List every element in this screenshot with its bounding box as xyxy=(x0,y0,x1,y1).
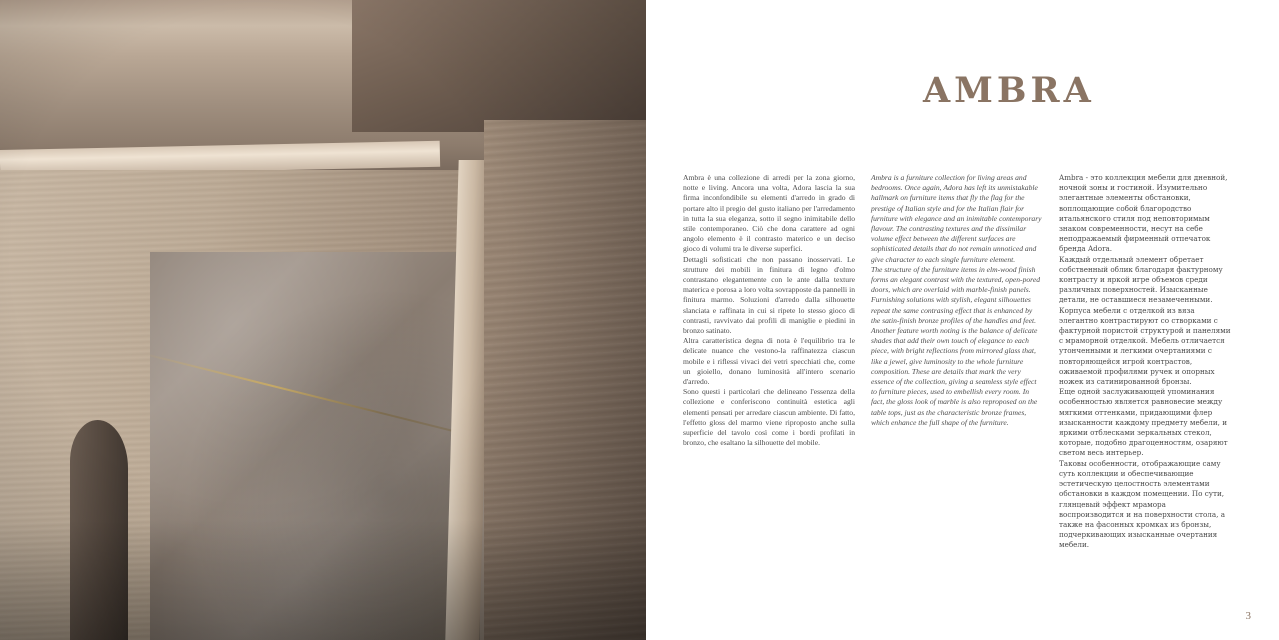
paragraph-it-1: Ambra è una collezione di arredi per la zona giorno, notte e living. Ancora una volta, Adora lascia la sua firma inconfondibile su elementi d'arredo in grado di portare alto il pregio del gusto italiano per l'arredamento in tutta la sua eleganza, sotto il segno inimitabile dello stile contemporaneo. Ciò che dona carattere ad ogni angolo elemento è il contrasto materico e un deciso gioco di volumi tra le diverse superfici. xyxy=(683,173,855,254)
paragraph-ru-4: Еще одной заслуживающей упоминания особенностью является равновесие между мягкими оттенками, придающими флер изысканности каждому предмету мебели, и яркими отблесками зеркальных стекол, которые, подобно драгоценностям, озаряют светом весь интерьер. xyxy=(1059,387,1228,458)
paragraph-it-2: Dettagli sofisticati che non passano inosservati. Le strutture dei mobili in finitura di legno d'olmo contrastano elegantemente con le ante dalla texture materica e porosa a loro volta sovrapposte da pannelli in finitura marmo. Soluzioni d'arredo dalla silhouette slanciata e raffinata in cui si ripete lo stesso gioco di contrasti, ravvivato dai profili di maniglie e piedini in bronzo satinato. xyxy=(683,254,855,336)
paragraph-it-4: Sono questi i particolari che delineano l'essenza della collezione e conferiscono continuità estetica agli elementi pensati per arredare ciascun ambiente. Di fatto, l'effetto gloss del marmo viene riproposto anche sulla superficie del tavolo così come i bordi profilati in bronzo, che esaltano la silhouette del mobile. xyxy=(683,387,855,448)
paragraph-en-3: Another feature worth noting is the balance of delicate shades that add their own touch of elegance to each piece, with bright reflections from mirrored glass that, like a jewel, give luminosity to the whole furniture composition. These are details that mark the very essence of the collection, giving a seamless style effect to furniture pieces, used to embellish every room. In fact, the gloss look of marble is also reproposed on the table tops, just as the characteristic bronze frames, which enhance the full shape of the furniture. xyxy=(871,326,1038,427)
paragraph-en-1: Ambra is a furniture collection for living areas and bedrooms. Once again, Adora has left its unmistakable hallmark on furniture items that fly the flag for the prestige of Italian style and for the Italian flair for furniture with elegance and an inimitable contemporary flavour. The contrasting textures and the dissimilar volume effect between the different surfaces are sophisticated details that do not remain unnoticed and give character to each single furniture element. xyxy=(871,173,1042,264)
paragraph-ru-3: Корпуса мебели с отделкой из вяза элегантно контрастируют со створками с фактурной пористой структурой и панелями с мраморной отделкой. Мебель отличается утонченными и легкими очертаниями с повторяющейся игрой контрастов, оживаемой профилями ручек и опорных ножек из сатинированной бронзы. xyxy=(1059,305,1231,387)
column-italian xyxy=(683,173,855,551)
paragraph-en-2: The structure of the furniture items in elm-wood finish forms an elegant contrast with the textured, open-pored doors, which are overlaid with marble-finish panels. Furnishing solutions with stylish, elegant silhouettes repeat the same contrasing effect that is enhanced by the satin-finish bronze profiles of the handles and feet. xyxy=(871,264,1041,325)
column-russian xyxy=(1059,173,1231,551)
paragraph-ru-2: Каждый отдельный элемент обретает собственный облик благодаря фактурному контрасту и яркой игре объемов среди различных поверхностей. Изысканные детали, не оставшиеся незамеченными. xyxy=(1059,254,1223,305)
paragraph-ru-1: Ambra - это коллекция мебели для дневной, ночной зоны и гостиной. Изумительно элегантные элементы обстановки, воплощающие собой благородство итальянского стиля под неповторимым знаком современности, несут на себе неподражаемый фирменный отпечаток бренда Adora. xyxy=(1059,173,1228,254)
page-title: AMBRA xyxy=(923,70,1095,111)
paragraph-it-3: Altra caratteristica degna di nota è l'equilibrio tra le delicate nuance che vestono-la raffinatezza ciascun mobile e i riflessi vivaci dei vetri specchiati che, come un gioiello, donano luminosità all'intero scenario d'arredo. xyxy=(683,336,855,387)
text-columns xyxy=(683,173,1255,551)
column-english xyxy=(871,173,1043,551)
paragraph-ru-5: Таковы особенности, отображающие саму суть коллекции и обеспечивающие эстетическую целостность элементами обстановки в каждом помещении. По сути, глянцевый эффект мрамора воспроизводится и на поверхности стола, а также на фасонных кромках из бронзы, подчеркивающих изысканные очертания мебели. xyxy=(1059,458,1225,550)
page-number: 3 xyxy=(1245,610,1251,622)
text-page xyxy=(646,0,1279,640)
